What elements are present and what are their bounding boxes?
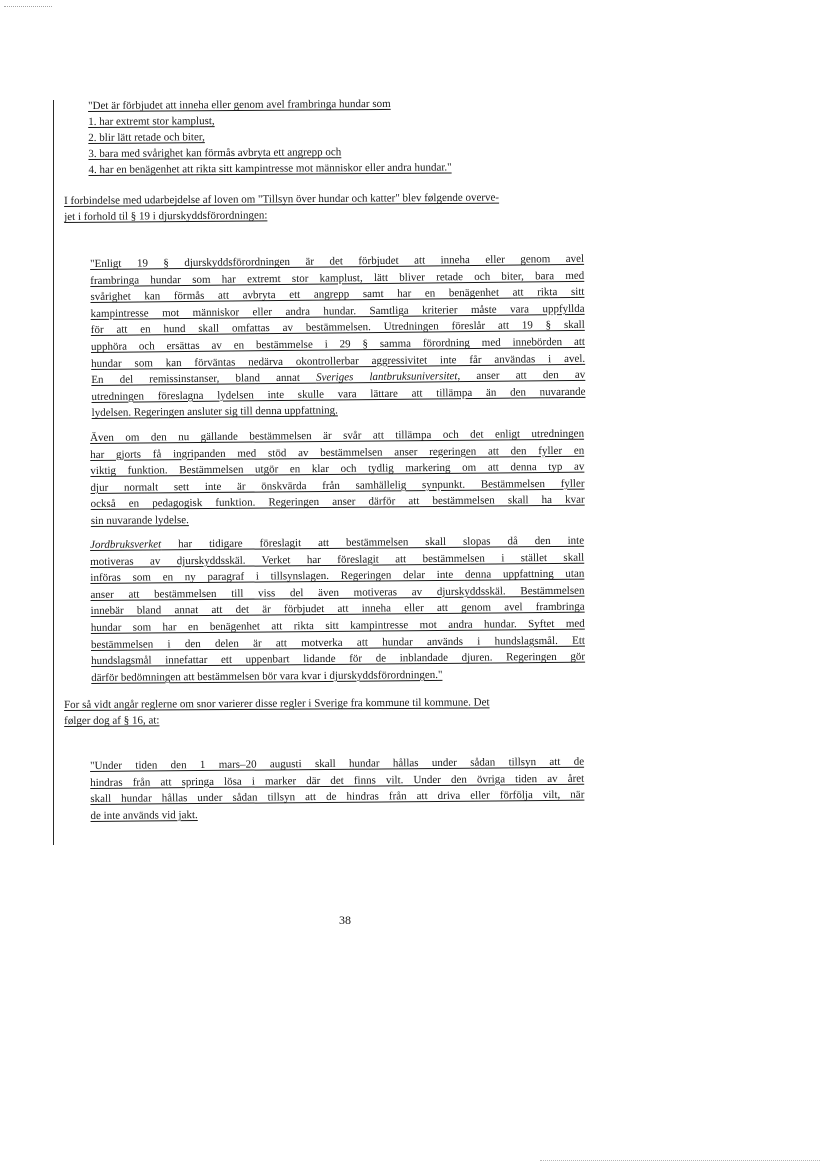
quote-line: utredningen föreslagna lydelsen inte skulle vara lättare att tillämpa än den nuvarande: [91, 385, 586, 403]
quote-line: också en pedagogisk funktion. Regeringen anser därför att bestämmelsen skall ha kvar: [90, 494, 585, 511]
quote-line: skall hundar hållas under sådan tillsyn att de hindras från att driva eller förfölja vilt, när: [90, 788, 585, 806]
quote-paragraph-1: [90, 251, 586, 422]
quote-line: införas som en ny paragraf i tillsynslagen. Regeringen delar inte denna uppfattning utan: [90, 567, 585, 585]
paragraph-line: følger dog af § 16, at:: [64, 714, 160, 727]
quote-paragraph-2: [90, 426, 585, 530]
quote-line: upphöra och ersättas av en bestämmelse i 29 § samma förordning med innebörden att: [90, 335, 585, 353]
quote-line: lydelsen. Regeringen ansluter sig till denna uppfattning.: [91, 404, 338, 420]
quote-line: har gjorts få ingripanden med stöd av bestämmelsen anser regeringen att den fyller en: [90, 444, 585, 461]
law-quote: [88, 95, 489, 178]
quote-line: "Enligt 19 § djurskyddsförordningen är det förbjudet att inneha eller genom avel: [90, 252, 585, 270]
quote-line-with-italic: En del remissinstanser, bland annat Sveriges lantbruksuniversitet, anser att den av: [91, 368, 586, 387]
intro-paragraph: [64, 189, 616, 225]
quote-line: sin nuvarande lydelse.: [90, 514, 189, 527]
quote-line: svårighet kan förmås att avbryta ett angrepp samt har en benägenhet att rikta sitt: [90, 286, 585, 304]
scan-corner-dots: [4, 6, 52, 13]
law-quote-line: 2. blir lätt retade och biter,: [88, 131, 205, 144]
quote-line: hundslagsmål innefattar ett uppenbart lidande för de inblandade djuren. Regeringen gör: [91, 650, 586, 668]
quote-paragraph-3: [90, 533, 585, 687]
quote-line: hundar som kan förväntas nedärva okontrollerbar aggressivitet inte får användas i avel.: [91, 352, 586, 370]
quote-line: hindras från att springa lösa i marker där det finns vilt. Under den övriga tiden av året: [90, 772, 585, 789]
law-quote-line: "Det är förbjudet att inneha eller genom avel frambringa hundar som: [88, 97, 391, 112]
quote-line: därför bedömningen att bestämmelsen bör vara kvar i djurskyddsförordningen.": [91, 668, 443, 684]
quote-line: kampintresse mot människor eller andra hundar. Samtliga kriterier måste vara uppfyllda: [90, 302, 585, 320]
paragraph-line: I forbindelse med udarbejdelse af loven om "Tillsyn över hundar och katter" blev følgende overve-: [64, 191, 500, 207]
quote-line: Även om den nu gällande bestämmelsen är svår att tillämpa och det enligt utredningen: [90, 427, 585, 444]
law-quote-line: 4. har en benägenhet att rikta sitt kampintresse mot människor eller andra hundar.": [88, 161, 452, 176]
quote-line: innebär bland annat att det är förbjudet att inneha eller att genom avel frambringa: [90, 601, 585, 618]
paragraph-line: jet i forhold til § 19 i djurskyddsförordningen:: [64, 209, 268, 223]
quote-line: frambringa hundar som har extremt stor kamplust, lätt bliver retade och biter, bara med: [90, 269, 585, 287]
law-quote-line: 3. bara med svårighet kan förmås avbryta ett angrepp och: [88, 146, 342, 160]
quote-line: anser att bestämmelsen till viss del även motiveras av djurskyddsskäl. Bestämmelsen: [90, 584, 585, 601]
quote-line: bestämmelsen i den delen är att motverka att hundar används i hundslagsmål. Ett: [90, 634, 585, 651]
quote-paragraph-4: [90, 754, 585, 825]
law-quote-line: 1. har extremt stor kamplust,: [88, 115, 215, 128]
scan-bottom-dots: [540, 1160, 820, 1165]
quote-line: hundar som har en benägenhet att rikta sitt kampintresse mot andra hundar. Syftet med: [90, 617, 585, 634]
italic-institution: Sveriges lantbruksuniversitet: [316, 370, 458, 384]
quote-line: för att en hund skall omfattas av bestämmelsen. Utredningen föreslår att 19 § skall: [90, 319, 585, 337]
second-paragraph: [64, 694, 616, 729]
quote-line: djur normalt sett inte är önskvärda från samhällelig synpunkt. Bestämmelsen fyller: [90, 477, 585, 494]
quote-line: motiveras av djurskyddsskäl. Verket har föreslagit att bestämmelsen i stället skall: [90, 551, 585, 568]
quote-line: viktig funktion. Bestämmelsen utgör en klar och tydlig markering om att denna typ av: [90, 460, 585, 478]
page-number: 38: [339, 913, 351, 927]
quote-line: de inte används vid jakt.: [90, 808, 198, 822]
quote-line-with-italic: Jordbruksverket har tidigare föreslagit att bestämmelsen skall slopas då den inte: [90, 534, 585, 551]
change-margin-bar: [53, 100, 54, 845]
paragraph-line: For så vidt angår reglerne om snor varierer disse regler i Sverige fra kommune til kommune. Det: [64, 696, 490, 711]
quote-line: "Under tiden den 1 mars–20 augusti skall hundar hållas under sådan tillsyn att de: [90, 755, 585, 772]
italic-agency: Jordbruksverket: [90, 538, 162, 551]
